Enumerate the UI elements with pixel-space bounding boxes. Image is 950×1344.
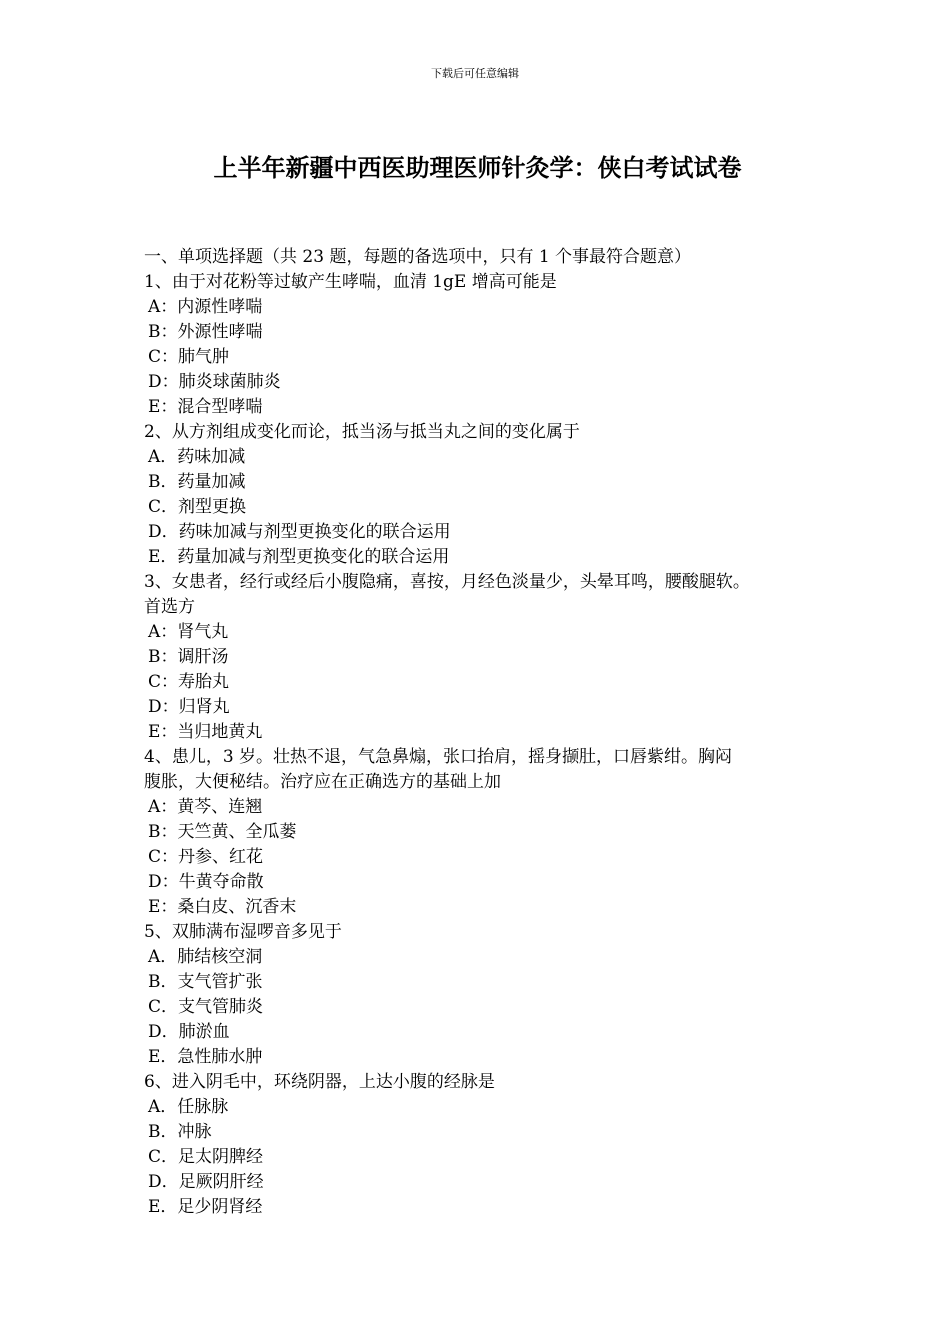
option-c: C：丹参、红花 bbox=[148, 847, 264, 867]
question-text-continued: 腹胀，大便秘结。治疗应在正确选方的基础上加 bbox=[144, 772, 501, 792]
option-d: D．肺淤血 bbox=[148, 1022, 230, 1042]
option-e: E．足少阴肾经 bbox=[148, 1197, 263, 1217]
question-2 bbox=[144, 420, 834, 570]
question-text: 6、进入阴毛中，环绕阴器，上达小腹的经脉是 bbox=[144, 1072, 495, 1092]
option-a: A．肺结核空洞 bbox=[148, 947, 263, 967]
option-c: C．支气管肺炎 bbox=[148, 997, 264, 1017]
option-e: E：桑白皮、沉香末 bbox=[148, 897, 297, 917]
header-note: 下载后可任意编辑 bbox=[431, 67, 519, 80]
option-d: D．药味加减与剂型更换变化的联合运用 bbox=[148, 522, 451, 542]
question-6 bbox=[144, 1070, 834, 1220]
option-e: E．急性肺水肿 bbox=[148, 1047, 263, 1067]
option-a: A．任脉脉 bbox=[148, 1097, 229, 1117]
option-a: A：肾气丸 bbox=[148, 622, 229, 642]
exam-content bbox=[144, 245, 834, 1220]
option-c: C．剂型更换 bbox=[148, 497, 247, 517]
question-1 bbox=[144, 270, 834, 420]
option-b: B．药量加减 bbox=[148, 472, 246, 492]
option-c: C：寿胎丸 bbox=[148, 672, 230, 692]
option-d: D：牛黄夺命散 bbox=[148, 872, 264, 892]
question-text: 2、从方剂组成变化而论，抵当汤与抵当丸之间的变化属于 bbox=[144, 422, 580, 442]
question-text-continued: 首选方 bbox=[144, 597, 195, 617]
option-a: A：黄芩、连翘 bbox=[148, 797, 263, 817]
document-title: 上半年新疆中西医助理医师针灸学：侠白考试试卷 bbox=[213, 153, 742, 182]
option-c: C：肺气肿 bbox=[148, 347, 230, 367]
option-d: D：归肾丸 bbox=[148, 697, 230, 717]
question-3 bbox=[144, 570, 834, 745]
option-b: B：天竺黄、全瓜蒌 bbox=[148, 822, 297, 842]
option-d: D．足厥阴肝经 bbox=[148, 1172, 264, 1192]
question-text: 3、女患者，经行或经后小腹隐痛，喜按，月经色淡量少，头晕耳鸣，腰酸腿软。 bbox=[144, 572, 750, 592]
option-a: A：内源性哮喘 bbox=[148, 297, 263, 317]
question-4 bbox=[144, 745, 834, 920]
question-text: 4、患儿，3 岁。壮热不退，气急鼻煽，张口抬肩，摇身撷肚，口唇紫绀。胸闷 bbox=[144, 747, 733, 767]
option-b: B．支气管扩张 bbox=[148, 972, 263, 992]
section-heading: 一、单项选择题（共 23 题，每题的备选项中，只有 1 个事最符合题意） bbox=[144, 247, 692, 267]
question-text: 1、由于对花粉等过敏产生哮喘，血清 1gE 增高可能是 bbox=[144, 272, 557, 292]
option-a: A．药味加减 bbox=[148, 447, 246, 467]
option-e: E．药量加减与剂型更换变化的联合运用 bbox=[148, 547, 450, 567]
option-e: E：混合型哮喘 bbox=[148, 397, 263, 417]
option-b: B．冲脉 bbox=[148, 1122, 212, 1142]
option-c: C．足太阴脾经 bbox=[148, 1147, 264, 1167]
option-e: E：当归地黄丸 bbox=[148, 722, 263, 742]
option-b: B：外源性哮喘 bbox=[148, 322, 263, 342]
question-text: 5、双肺满布湿啰音多见于 bbox=[144, 922, 342, 942]
option-b: B：调肝汤 bbox=[148, 647, 229, 667]
option-d: D：肺炎球菌肺炎 bbox=[148, 372, 281, 392]
question-5 bbox=[144, 920, 834, 1070]
